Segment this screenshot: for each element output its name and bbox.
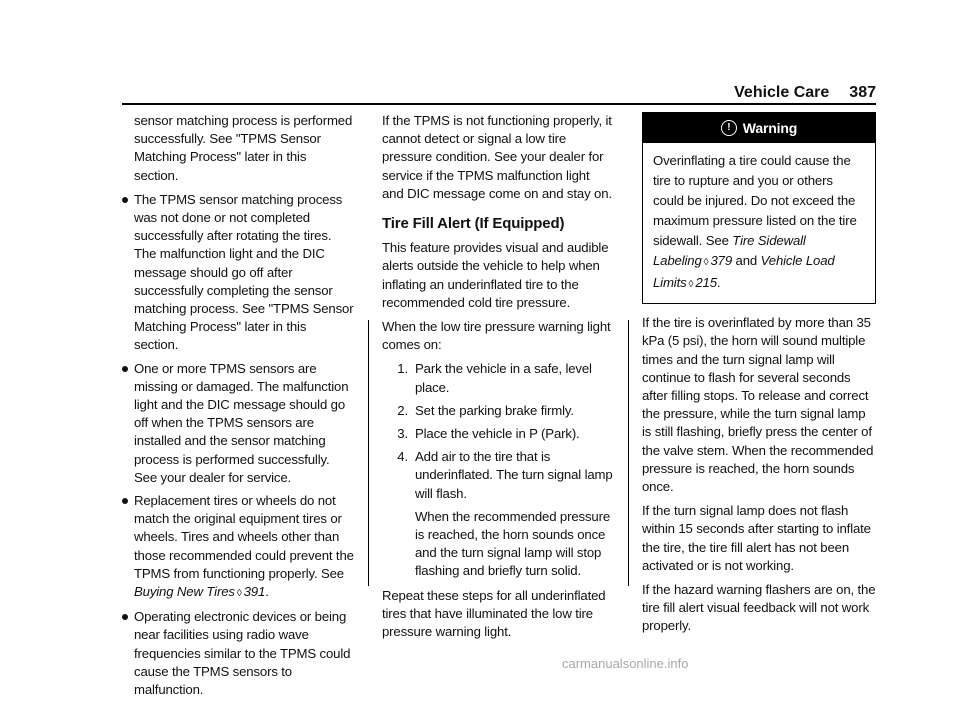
column-1 — [122, 112, 354, 704]
bullet-list — [122, 191, 354, 699]
warning-body: Overinflating a tire could cause the tire to rupture and you or others could be injured. Do not exceed the maximum pressure listed on the tire sidewall. See Tire Sidewall Labeling ◊ 379 and Vehicle Load Limits ◊ 215. — [653, 153, 857, 291]
xref-page[interactable]: 215 — [695, 275, 717, 291]
xref-link[interactable]: Vehicle Load Limits — [653, 253, 835, 291]
xref-link[interactable]: Tire Sidewall Labeling — [653, 233, 806, 269]
paragraph: If the hazard warning flashers are on, the tire fill alert visual feedback will not work properly. — [642, 582, 876, 634]
list-item: 2. Set the parking brake firmly. — [397, 402, 574, 418]
column-3 — [642, 112, 876, 642]
warning-circle-icon: ! — [721, 120, 737, 136]
xref-page[interactable]: 391 — [243, 584, 266, 600]
header-rule — [122, 103, 876, 105]
intro-paragraph: sensor matching process is performed successfully. See "TPMS Sensor Matching Process" later in this section. — [134, 113, 353, 183]
watermark: carmanualsonline.info — [562, 656, 689, 671]
steps-list — [382, 360, 614, 580]
column-2 — [382, 112, 614, 647]
warning-title: Warning — [742, 120, 798, 136]
list-item: 3. Place the vehicle in P (Park). — [397, 426, 580, 442]
list-item: Operating electronic devices or being near facilities using radio wave frequencies similar to the TPMS could cause the TPMS sensors to malfunction. — [122, 608, 354, 699]
page-ref-icon: ◊ — [703, 257, 709, 269]
paragraph: If the TPMS is not functioning properly, it cannot detect or signal a low tire pressure condition. See your dealer for service if the TPMS malfunction light and DIC message come on and stay on. — [382, 113, 612, 201]
page-header — [122, 84, 876, 103]
warning-box — [642, 112, 876, 304]
xref-page[interactable]: 379 — [710, 253, 733, 269]
list-item: The TPMS sensor matching process was not done or not completed successfully after rotating the tires. The malfunction light and the DIC message should go off after successfully completing the sensor matching process. See "TPMS Sensor Matching Process" later in this section. — [122, 191, 354, 355]
xref-link[interactable]: Buying New Tires — [134, 584, 235, 600]
list-item: One or more TPMS sensors are missing or damaged. The malfunction light and the DIC message should go off when the TPMS sensors are installed and the sensor matching process is performed successfully. See your dealer for service. — [122, 360, 354, 487]
paragraph: This feature provides visual and audible alerts outside the vehicle to help when inflating an underinflated tire to the recommended cold tire pressure. — [382, 240, 609, 310]
column-divider-left — [368, 320, 369, 586]
page-number: 387 — [849, 84, 876, 101]
page-ref-icon: ◊ — [236, 588, 242, 600]
section-heading: Tire Fill Alert (If Equipped) — [382, 215, 565, 233]
column-divider-right — [628, 320, 629, 586]
paragraph: If the turn signal lamp does not flash within 15 seconds after starting to inflate the tire, the tire fill alert has not been activated or is not working. — [642, 503, 871, 573]
paragraph: When the low tire pressure warning light comes on: — [382, 319, 611, 353]
list-item: 1. Park the vehicle in a safe, level place. — [397, 361, 592, 395]
section-title: Vehicle Care — [734, 84, 830, 101]
list-item: 4. Add air to the tire that is underinflated. The turn signal lamp will flash. When the recommended pressure is reached, the horn sounds once and the turn signal lamp will stop flashing and briefly turn solid. — [397, 449, 613, 579]
warning-header — [643, 113, 875, 143]
page-ref-icon: ◊ — [688, 279, 694, 291]
list-item: Replacement tires or wheels do not match the original equipment tires or wheels. Tires and wheels other than those recommended could prevent the TPMS from functioning properly. See Buying New Tires ◊ 391. — [122, 492, 354, 603]
paragraph: If the tire is overinflated by more than 35 kPa (5 psi), the horn will sound multiple times and the turn signal lamp will continue to flash for several seconds after filling stops. To release and correct the pressure, while the turn signal lamp is still flashing, briefly press the center of the valve stem. When the recommended pressure is reached, the horn sounds once. — [642, 315, 874, 495]
paragraph: Repeat these steps for all underinflated tires that have illuminated the low tire pressure warning light. — [382, 587, 606, 640]
